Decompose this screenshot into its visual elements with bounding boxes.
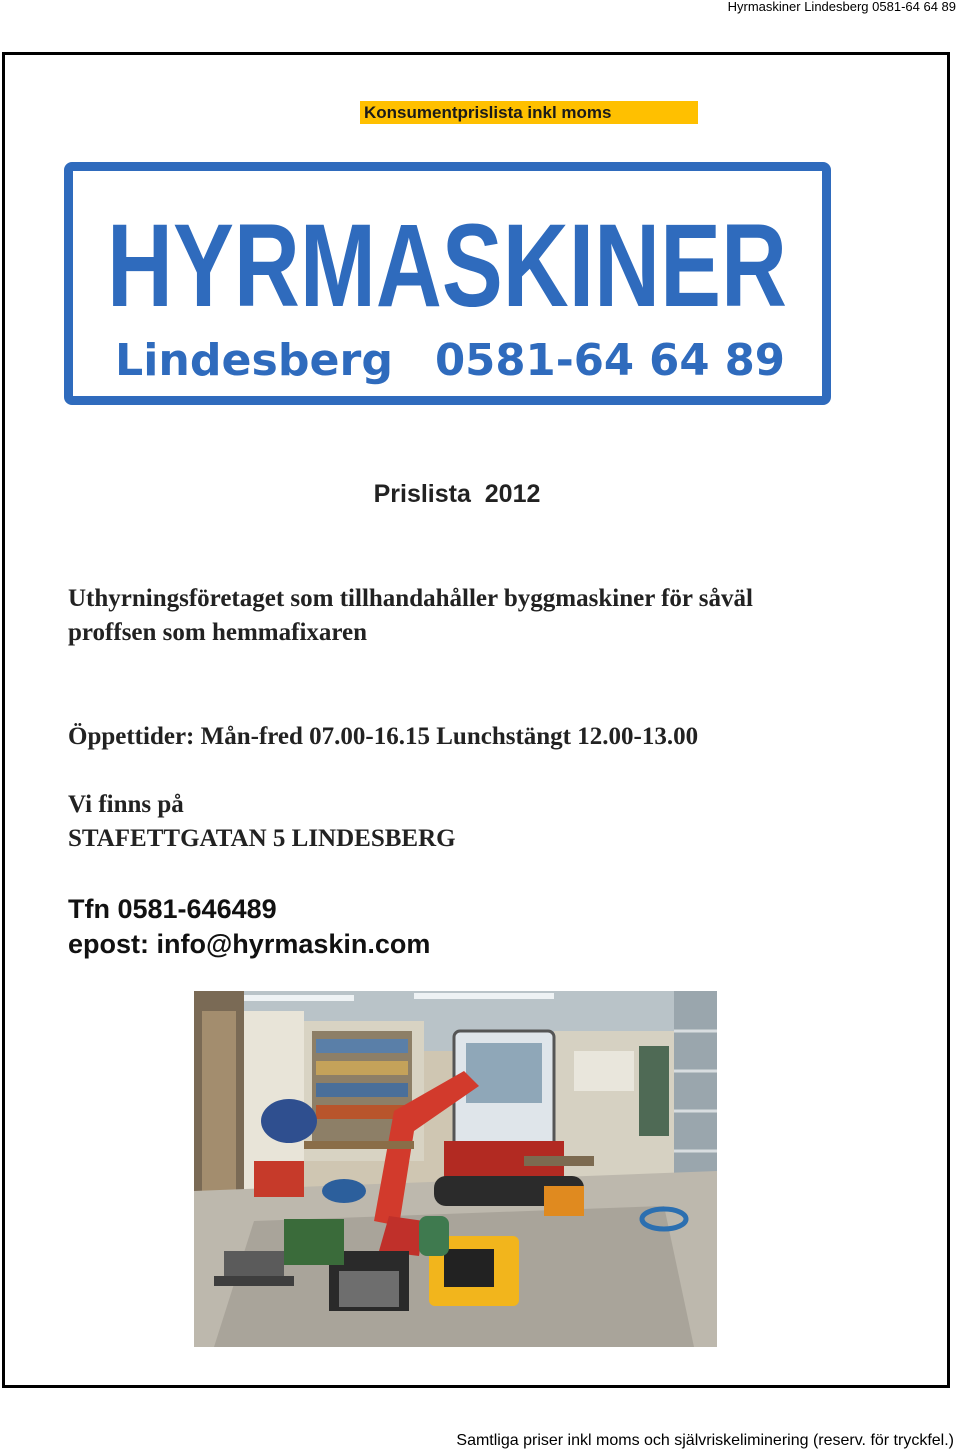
address-block [68,788,456,856]
logo-phone: 0581-64 64 89 [435,335,785,386]
tagline-line-2: proffsen som hemmafixaren [68,619,368,646]
street-address: STAFETTGATAN 5 LINDESBERG [68,825,456,852]
footer-note: Samtliga priser inkl moms och självriskeliminering (reserv. för tryckfel.) [456,1432,954,1449]
logo-brand: HYRMASKINER [107,200,787,332]
workshop-machinery-photo [194,991,717,1347]
opening-hours: Öppettider: Mån-fred 07.00-16.15 Lunchstängt 12.00-13.00 [68,723,699,750]
tagline-line-1: Uthyrningsföretaget som tillhandahåller byggmaskiner för såväl [68,585,753,612]
email-address: epost: info@hyrmaskin.com [68,929,431,959]
contact-block [68,892,430,962]
running-header: Hyrmaskiner Lindesberg 0581-64 64 89 [727,0,956,14]
price-list-banner: Konsumentprislista inkl moms [360,101,698,124]
address-intro: Vi finns på [68,791,184,818]
tagline [68,582,868,650]
company-logo [64,162,831,405]
page-title: Prislista 2012 [373,480,541,508]
phone-number: Tfn 0581-646489 [68,894,277,924]
logo-city: Lindesberg [115,335,393,386]
